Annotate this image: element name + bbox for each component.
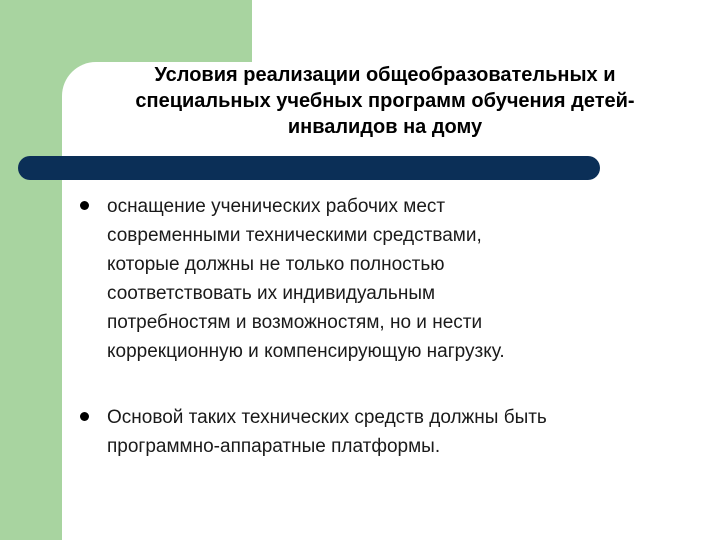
bullet-dot-icon	[80, 201, 89, 210]
title-line: специальных учебных программ обучения детей-	[135, 90, 635, 112]
bullet-line: оснащение ученических рабочих мест	[107, 196, 446, 217]
green-side-stripe	[0, 0, 62, 540]
title-line: инвалидов на дому	[287, 116, 483, 138]
title-divider-bar	[18, 156, 600, 180]
title-line: Условия реализации общеобразовательных и	[154, 64, 616, 86]
bullet-line: программно-аппаратные платформы.	[107, 436, 441, 457]
bullet-line: соответствовать их индивидуальным	[107, 283, 436, 304]
bullet-line: современными техническими средствами,	[107, 225, 482, 246]
bullet-line: которые должны не только полностью	[107, 254, 445, 275]
slide-title	[80, 62, 690, 140]
bullet-text	[107, 192, 627, 366]
bullet-text	[107, 403, 627, 461]
green-top-stripe	[62, 0, 252, 62]
bullet-line: потребностям и возможностям, но и нести	[107, 312, 483, 333]
bullet-dot-icon	[80, 412, 89, 421]
bullet-line: коррекционную и компенсирующую нагрузку.	[107, 341, 505, 362]
bullet-line: Основой таких технических средств должны быть	[107, 407, 547, 428]
